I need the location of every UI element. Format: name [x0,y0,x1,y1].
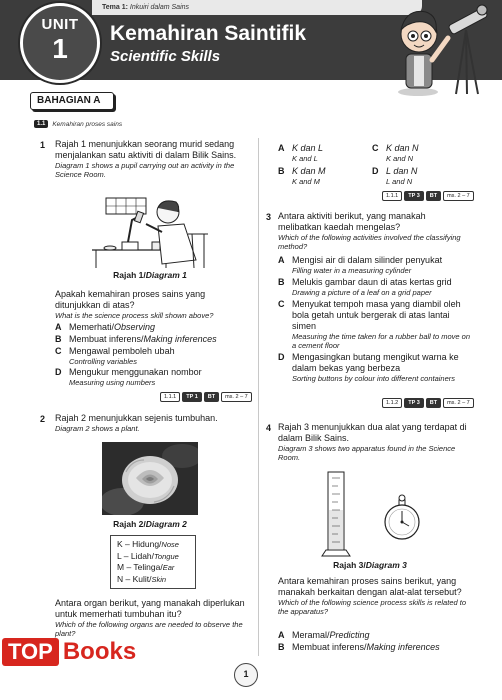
option-letter: B [278,277,285,287]
question-1-intro-ms: Rajah 1 menunjukkan seorang murid sedang menjalankan satu aktiviti di dalam Bilik Sains. [55,139,237,160]
question-3-option-d[interactable] [278,352,470,394]
question-1-option-b[interactable] [55,334,251,345]
option-text-ms: Membuat inferens/ [69,334,144,344]
option-text-ms: Mengasingkan butang mengikut warna ke dalam bekas yang berbeza [292,352,459,373]
question-2-option-d[interactable] [372,166,462,188]
option-text-en: Drawing a picture of a leaf on a grid paper [292,288,432,297]
organ-en: Skin [151,574,167,584]
bt-tag: BT [426,191,441,201]
option-text-ms: Memerhati/ [69,322,115,332]
option-letter: D [55,367,62,377]
bt-tag: BT [204,392,219,402]
diagram-2-caption [70,519,230,529]
standard-tag: 1.1.1 [160,392,180,402]
diagram-2-caption-ms: Rajah 2/ [113,519,146,529]
question-2-intro-en: Diagram 2 shows a plant. [55,424,140,433]
question-3-intro [278,211,470,251]
question-4-intro [278,422,470,462]
question-1-option-d[interactable] [55,367,251,387]
option-text-en: K and M [292,177,320,186]
standard-tag: 1.1.2 [382,398,402,408]
question-1-stem-en: What is the science process skill shown above? [55,311,214,320]
question-4-intro-ms: Rajah 3 menunjukkan dua alat yang terdapat di dalam Bilik Sains. [278,422,467,443]
subtopic-tag [34,120,122,128]
option-letter: A [55,322,62,332]
organ-en: Tongue [154,551,179,561]
option-text-en: L and N [386,177,413,186]
unit-label: UNIT [41,16,79,33]
question-3-option-b[interactable] [278,277,470,297]
organ-list-box [110,535,196,589]
option-text-en: Measuring using numbers [69,378,156,387]
option-text-en: K and N [386,154,414,163]
option-letter: D [372,166,379,176]
page-ref-tag: ms. 2 – 7 [443,398,474,408]
unit-number: 1 [52,33,68,64]
organ-en: Nose [161,540,179,549]
organ-en: Ear [162,563,175,572]
option-text-en: Making inferences [366,642,440,652]
option-text-en: Measuring the time taken for a rubber ball to move on a cement floor [292,332,471,350]
option-text-ms: K dan N [386,143,419,153]
theme-title: Inkuiri dalam Sains [129,4,190,11]
option-text-ms: Menyukat tempoh masa yang diambil oleh bola getah untuk bergerak di atas lantai simen [292,299,461,331]
option-text-ms: Meramal/ [292,630,330,640]
question-4-number: 4 [266,423,272,433]
theme-tab [92,0,422,15]
question-2-number: 2 [40,414,46,424]
question-2-intro-ms: Rajah 2 menunjukkan sejenis tumbuhan. [55,413,218,423]
option-letter: B [278,166,285,176]
question-1-number: 1 [40,140,46,150]
question-1-intro-en: Diagram 1 shows a pupil carrying out an activity in the Science Room. [55,161,235,179]
logo-top: TOP [2,638,59,666]
option-text-ms: Mengukur menggunakan nombor [69,367,202,377]
option-letter: B [278,642,285,652]
question-3-tags [382,398,474,408]
theme-prefix: Tema 1: [102,4,128,11]
question-1-option-a[interactable] [55,322,251,333]
question-3-option-c[interactable] [278,299,470,349]
diagram-1-pupil-microscope [92,190,210,268]
column-divider [258,138,259,656]
option-text-ms: L dan N [386,166,418,176]
question-4-option-a[interactable] [278,630,470,641]
question-2-intro [55,413,251,433]
diagram-3-caption-ms: Rajah 3/ [333,560,366,570]
question-4-stem [278,576,470,616]
question-3-number: 3 [266,212,272,222]
option-text-en: Sorting buttons by colour into different containers [292,374,456,383]
option-text-en: Observing [114,322,156,332]
diagram-1-caption-en: Diagram 1 [145,270,187,280]
organ-ms: K – Hidung/ [117,539,162,549]
diagram-1-caption [70,270,230,280]
question-2-option-b[interactable] [278,166,368,188]
question-2-option-a[interactable] [278,143,368,165]
question-4-option-b[interactable] [278,642,470,653]
topbooks-logo [2,634,136,670]
option-text-en: Predicting [329,630,370,640]
scientist-mascot-illustration [386,2,496,98]
option-text-ms: Mengisi air di dalam silinder penyukat [292,255,443,265]
question-1-intro [55,139,251,179]
option-text-en: Filling water in a measuring cylinder [292,266,412,275]
question-4-intro-en: Diagram 3 shows two apparatus found in the Science Room. [278,444,456,462]
diagram-3-caption-en: Diagram 3 [365,560,407,570]
standard-tag: 1.1.1 [382,191,402,201]
page-ref-tag: ms. 2 – 7 [443,191,474,201]
organ-ms: L – Lidah/ [117,550,155,561]
diagram-2-rose-photo [102,442,198,515]
option-text-ms: K dan M [292,166,326,176]
option-text-en: K and L [292,154,318,163]
question-1-tags [160,392,252,402]
bt-tag: BT [426,398,441,408]
diagram-1-caption-ms: Rajah 1/ [113,270,146,280]
option-letter: C [372,143,379,153]
question-3-option-a[interactable] [278,255,470,275]
question-3-intro-en: Which of the following activities involved the classifying method? [278,233,461,251]
question-1-stem [55,289,251,320]
subtopic-title: Kemahiran proses sains [52,120,123,128]
option-letter: A [278,630,285,640]
option-text-ms: Melukis gambar daun di atas kertas grid [292,277,452,287]
chapter-title: Kemahiran Saintifik [110,22,307,45]
unit-badge [20,3,100,83]
diagram-3-cylinder-stopwatch [318,470,428,558]
question-2-stem [55,598,251,638]
option-text-ms: K dan L [292,143,324,153]
logo-books: Books [62,638,137,665]
option-text-ms: Mengawal pemboleh ubah [69,346,175,356]
organ-item-k [117,539,189,551]
subtopic-number: 1.1 [34,120,48,128]
diagram-2-caption-en: Diagram 2 [145,519,187,529]
question-2-option-c[interactable] [372,143,462,165]
question-1-option-c[interactable] [55,346,251,366]
question-4-stem-ms: Antara kemahiran proses sains berikut, yang manakah berkaitan dengan alat-alat tersebut? [278,576,462,597]
question-1-stem-ms: Apakah kemahiran proses sains yang ditunjukkan di atas? [55,289,206,310]
organ-item-l [117,551,189,563]
option-letter: C [55,346,62,356]
diagram-3-caption [300,560,440,570]
organ-item-m [117,562,189,574]
tp-tag: TP 1 [182,392,202,402]
section-heading: BAHAGIAN A [30,92,114,110]
option-letter: A [278,255,285,265]
option-text-ms: Membuat inferens/ [292,642,367,652]
question-2-tags [382,191,474,201]
organ-ms: M – Telinga/ [117,562,163,572]
question-2-stem-en: Which of the following organs are needed to observe the plant? [55,620,243,638]
question-4-stem-en: Which of the following science process skills is related to the apparatus? [278,598,466,616]
page-ref-tag: ms. 2 – 7 [221,392,252,402]
tp-tag: TP 3 [404,191,424,201]
question-3-intro-ms: Antara aktiviti berikut, yang manakah melibatkan kaedah mengelas? [278,211,426,232]
question-2-stem-ms: Antara organ berikut, yang manakah diperlukan untuk memerhati tumbuhan itu? [55,598,245,619]
tp-tag: TP 3 [404,398,424,408]
option-letter: C [278,299,285,309]
option-letter: D [278,352,285,362]
option-letter: B [55,334,62,344]
option-text-en: Making inferences [143,334,217,344]
organ-ms: N – Kulit/ [117,573,152,584]
page-number: 1 [234,663,258,687]
organ-item-n [117,574,189,586]
option-text-en: Controlling variables [69,357,137,366]
option-letter: A [278,143,285,153]
page-header [0,0,502,86]
chapter-subtitle: Scientific Skills [110,48,221,65]
